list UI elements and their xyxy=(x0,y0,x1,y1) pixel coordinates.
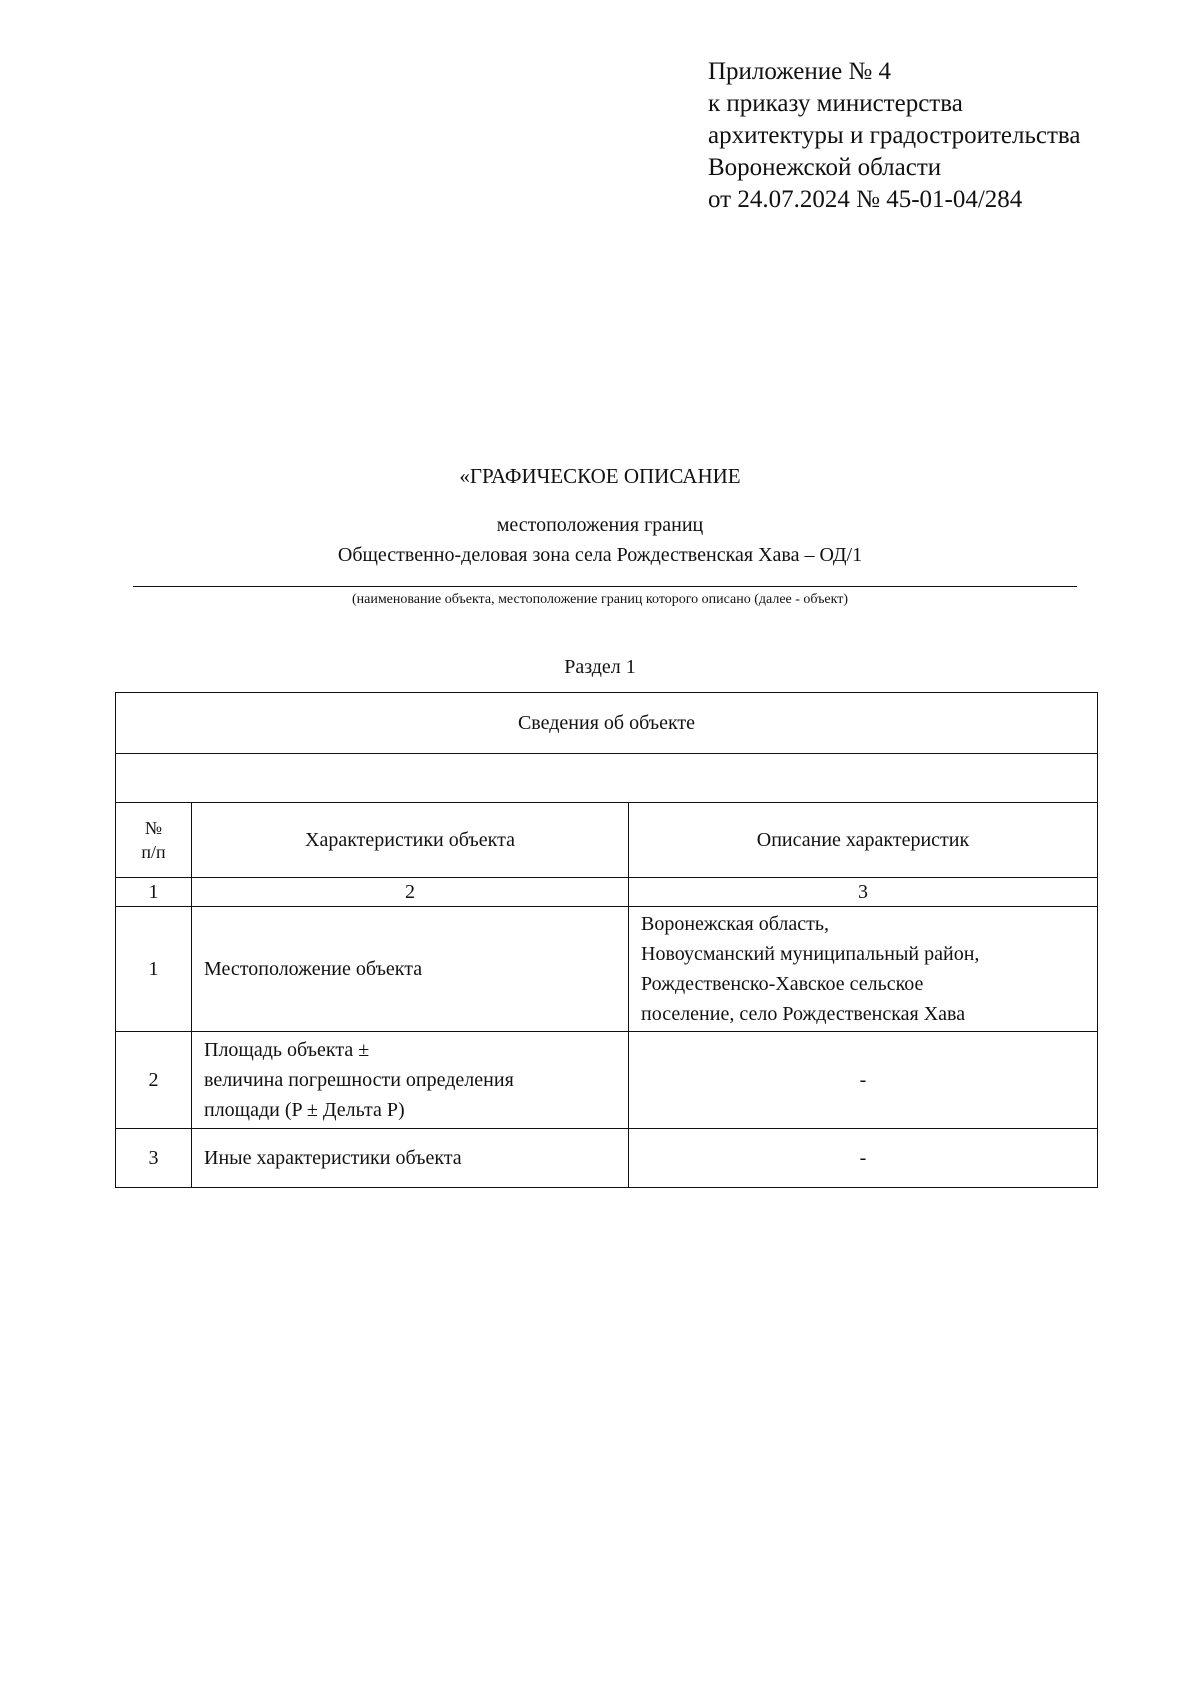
row-number: 2 xyxy=(116,1032,192,1129)
table-row xyxy=(116,1032,1098,1129)
object-info-table xyxy=(115,692,1098,1188)
characteristic-line: площади (P ± Дельта P) xyxy=(204,1099,405,1121)
column-index: 2 xyxy=(192,878,629,907)
header-num-line: № xyxy=(144,818,163,838)
description-line: Новоусманский муниципальный район, xyxy=(641,943,980,965)
table-row xyxy=(116,1129,1098,1188)
row-characteristic xyxy=(192,907,629,1032)
description-line: - xyxy=(859,1146,867,1169)
description-line: - xyxy=(859,1069,867,1091)
table-empty-cell xyxy=(116,754,1098,803)
row-characteristic xyxy=(192,1032,629,1129)
column-index-row xyxy=(116,878,1098,907)
appendix-line: от 24.07.2024 № 45-01-04/284 xyxy=(708,186,1023,213)
table-header-row xyxy=(116,803,1098,878)
section-label: Раздел 1 xyxy=(564,656,636,678)
appendix-line: архитектуры и градостроительства xyxy=(708,122,1081,149)
appendix-line: к приказу министерства xyxy=(708,90,963,117)
description-line: Рождественско-Хавское сельское xyxy=(641,973,924,995)
row-number: 3 xyxy=(116,1129,192,1188)
column-index: 1 xyxy=(116,878,192,907)
object-name: Общественно-деловая зона села Рождественская Хава – ОД/1 xyxy=(337,544,863,566)
table-title-row xyxy=(116,693,1098,754)
description-line: Воронежская область, xyxy=(641,913,830,935)
header-characteristics: Характеристики объекта xyxy=(192,803,629,878)
row-description xyxy=(629,1129,1098,1188)
table-title: Сведения об объекте xyxy=(116,693,1098,754)
row-characteristic xyxy=(192,1129,629,1188)
table-empty-row xyxy=(116,754,1098,803)
description-line: поселение, село Рождественская Хава xyxy=(641,1003,966,1025)
column-index: 3 xyxy=(629,878,1098,907)
header-num xyxy=(116,803,192,878)
appendix-line: Воронежской области xyxy=(708,154,942,181)
characteristic-line: Площадь объекта ± xyxy=(204,1039,370,1061)
header-description: Описание характеристик xyxy=(629,803,1098,878)
appendix-line: Приложение № 4 xyxy=(708,58,892,85)
characteristic-line: Местоположение объекта xyxy=(204,958,423,980)
row-description xyxy=(629,907,1098,1032)
object-name-underline xyxy=(133,586,1077,587)
header-num-line: п/п xyxy=(141,842,166,862)
row-number: 1 xyxy=(116,907,192,1032)
object-name-caption: (наименование объекта, местоположение границ которого описано (далее - объект) xyxy=(351,592,849,607)
document-title: «ГРАФИЧЕСКОЕ ОПИСАНИЕ xyxy=(459,464,741,488)
document-subtitle: местоположения границ xyxy=(496,514,704,536)
table-row xyxy=(116,907,1098,1032)
row-description xyxy=(629,1032,1098,1129)
characteristic-line: величина погрешности определения xyxy=(204,1069,514,1091)
characteristic-line: Иные характеристики объекта xyxy=(204,1146,462,1169)
appendix-block xyxy=(708,56,1080,216)
